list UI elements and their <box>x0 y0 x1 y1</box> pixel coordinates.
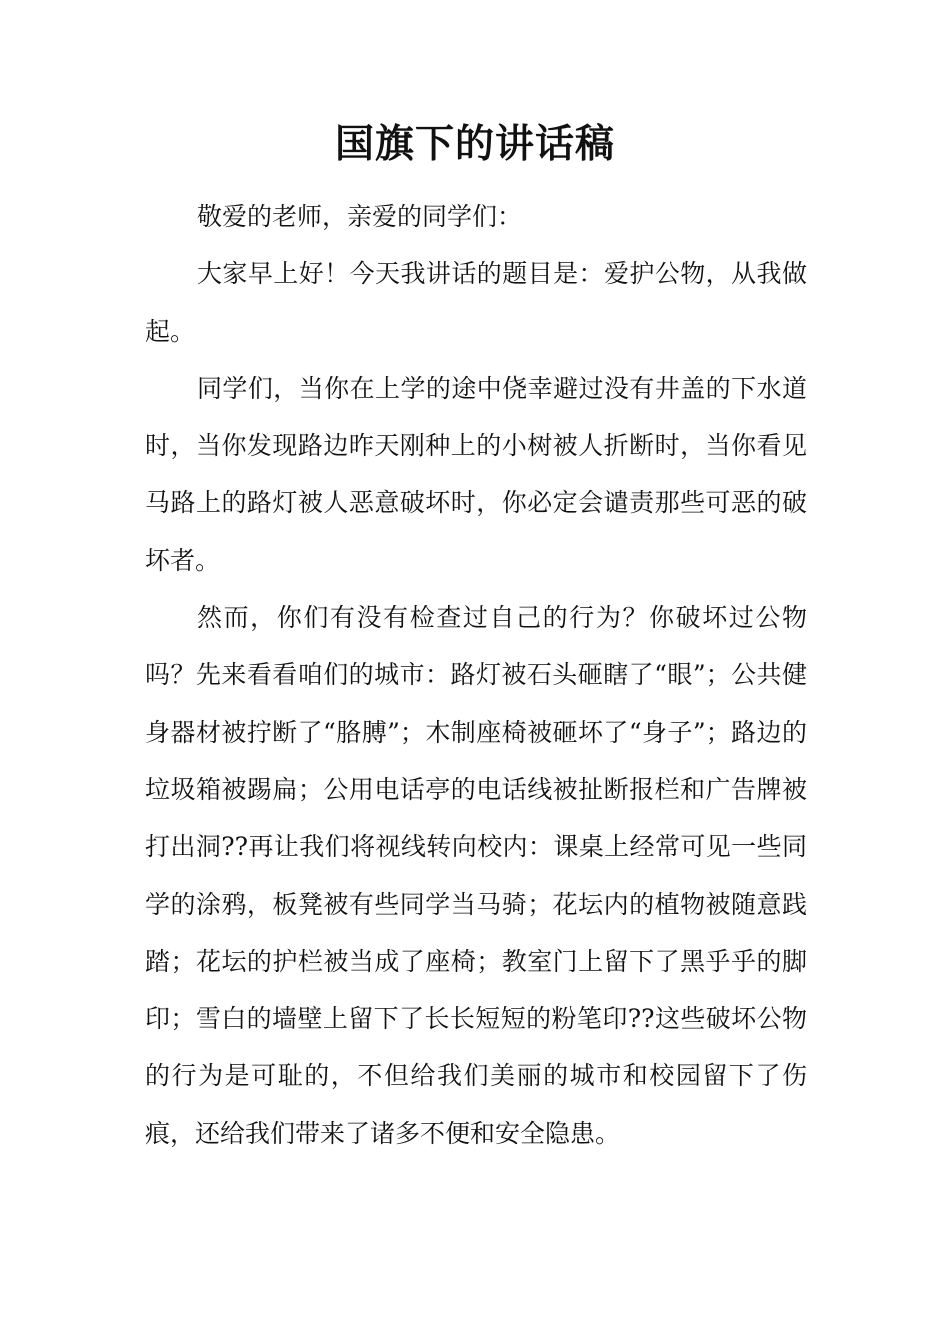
paragraph-greeting: 大家早上好！今天我讲话的题目是：爱护公物，从我做起。 <box>145 259 807 346</box>
paragraph-salutation: 敬爱的老师，亲爱的同学们： <box>197 202 523 231</box>
paragraph-reflection: 然而，你们有没有检查过自己的行为？你破坏过公物吗？先来看看咱们的城市：路灯被石头砸瞎了“眼”；公共健身器材被拧断了“胳膊”；木制座椅被砸坏了“身子”；路边的垃圾箱被踢扁；公用电话亭的电话线被扯断报栏和广告牌被打出洞??再让我们将视线转向校内：课桌上经常可见一些同学的涂鸦，板凳被有些同学当马骑；花坛内的植物被随意践踏；花坛的护栏被当成了座椅；教室门上留下了黑乎乎的脚印；雪白的墙壁上留下了长长短短的粉笔印??这些破坏公物的行为是可耻的，不但给我们美丽的城市和校园留下了伤痕，还给我们带来了诸多不便和安全隐患。 <box>145 603 807 1148</box>
paragraph-scenario: 同学们，当你在上学的途中侥幸避过没有井盖的下水道时，当你发现路边昨天刚种上的小树被人折断时，当你看见马路上的路灯被人恶意破坏时，你必定会谴责那些可恶的破坏者。 <box>145 373 807 575</box>
document-body <box>145 188 807 1162</box>
document-title: 国旗下的讲话稿 <box>334 121 615 167</box>
